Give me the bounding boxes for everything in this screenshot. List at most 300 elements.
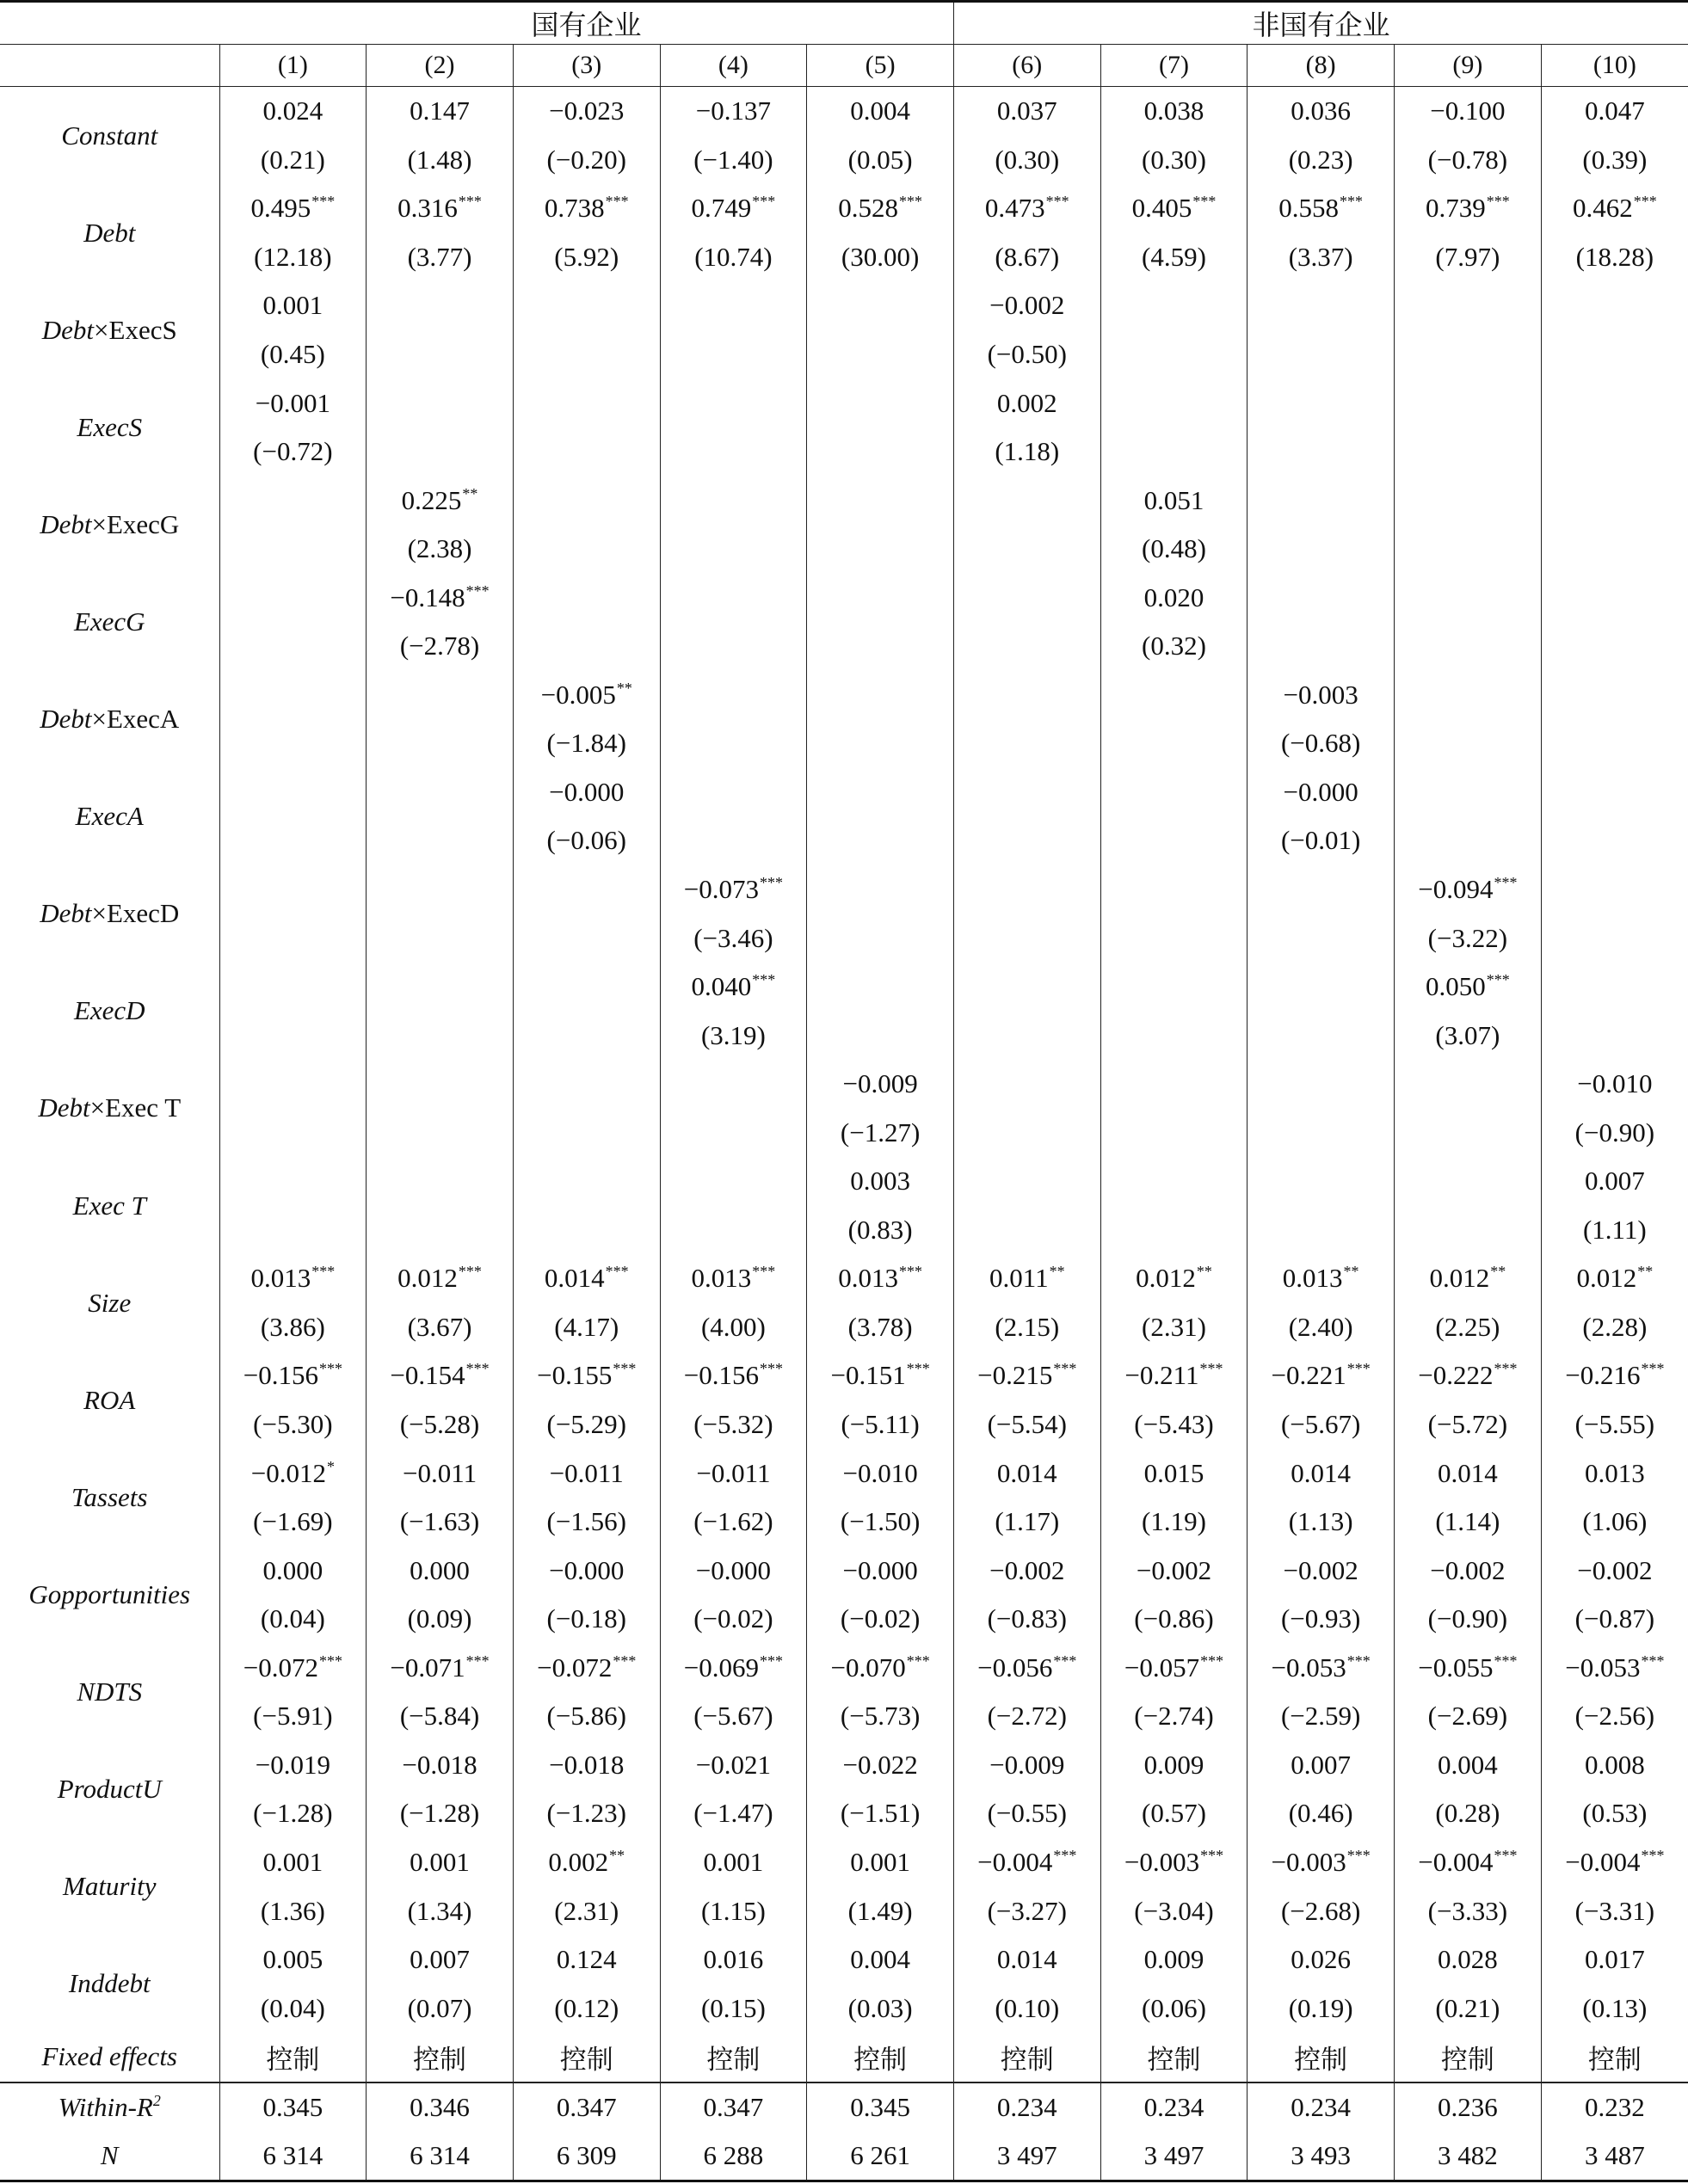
coefficient-cell (1100, 573, 1248, 622)
significance-stars: *** (318, 1360, 342, 1378)
coefficient-value: 0.004 (850, 1944, 910, 1975)
t-stat-cell (953, 525, 1100, 574)
coefficient-cell (1248, 1351, 1395, 1400)
t-stat-cell: (1.48) (367, 136, 514, 185)
coefficient-cell (1248, 1935, 1395, 1984)
t-stat-cell (1248, 428, 1395, 477)
t-stat-cell: (−1.23) (513, 1789, 660, 1838)
coefficient-cell (1248, 1741, 1395, 1790)
significance-stars: *** (1346, 1652, 1371, 1670)
t-stat-cell (219, 719, 367, 768)
variable-name: Size (88, 1287, 132, 1318)
t-stat-cell: (1.36) (219, 1886, 367, 1935)
t-stat-cell: (−5.43) (1100, 1400, 1248, 1449)
fixed-effects-cell: 控制 (219, 2033, 367, 2082)
fixed-effects-cell: 控制 (953, 2033, 1100, 2082)
t-stat-cell: (−2.68) (1248, 1886, 1395, 1935)
coefficient-value: −0.137 (695, 95, 772, 126)
t-stat-row (0, 1789, 1688, 1838)
fixed-effects-cell: 控制 (513, 2033, 660, 2082)
coefficient-value: −0.010 (842, 1457, 918, 1488)
coefficient-value: −0.003 (1271, 1846, 1346, 1877)
coefficient-value: −0.018 (549, 1749, 625, 1780)
t-stat-cell (513, 428, 660, 477)
t-stat-cell: (1.14) (1395, 1498, 1542, 1547)
t-stat-cell (1541, 428, 1688, 477)
coefficient-value: 0.013 (1584, 1457, 1645, 1488)
coefficient-value: 0.004 (850, 95, 910, 126)
t-stat-cell: (18.28) (1541, 233, 1688, 282)
significance-stars: *** (906, 1652, 930, 1670)
coefficient-cell (513, 1157, 660, 1206)
t-stat-cell (1395, 1108, 1542, 1157)
coefficient-value: −0.002 (1136, 1554, 1212, 1585)
coefficient-cell (367, 1644, 514, 1693)
coefficient-cell (219, 865, 367, 914)
observations-cell: 3 497 (1100, 2132, 1248, 2181)
significance-stars: *** (311, 193, 336, 211)
t-stat-cell: (−0.90) (1541, 1108, 1688, 1157)
coefficient-cell (1395, 963, 1542, 1012)
coefficient-value: −0.002 (1283, 1554, 1358, 1585)
coefficient-cell (660, 1449, 807, 1498)
significance-stars: *** (898, 193, 922, 211)
t-stat-cell (807, 914, 954, 963)
coefficient-value: 0.014 (996, 1457, 1057, 1488)
t-stat-cell (953, 622, 1100, 671)
t-stat-cell (1395, 525, 1542, 574)
significance-stars: *** (1340, 193, 1364, 211)
within-r2-cell: 0.232 (1541, 2082, 1688, 2132)
coefficient-cell (513, 1254, 660, 1303)
significance-stars: ** (1637, 1263, 1654, 1281)
t-stat-cell: (−0.02) (807, 1595, 954, 1644)
variable-name: ExecG (73, 606, 145, 637)
variable-name: Debt (40, 898, 92, 929)
coefficient-row (0, 768, 1688, 817)
t-stat-cell (219, 914, 367, 963)
significance-stars: *** (1346, 1846, 1371, 1864)
coefficient-value: 0.009 (1143, 1749, 1204, 1780)
t-stat-cell: (10.74) (660, 233, 807, 282)
coefficient-cell (807, 281, 954, 330)
coefficient-cell (807, 1935, 954, 1984)
coefficient-cell (1541, 1838, 1688, 1887)
coefficient-value: 0.007 (1291, 1749, 1352, 1780)
significance-stars: *** (760, 1652, 784, 1670)
t-stat-cell (513, 622, 660, 671)
t-stat-cell: (−5.28) (367, 1400, 514, 1449)
t-stat-cell: (0.30) (1100, 136, 1248, 185)
coefficient-row (0, 1741, 1688, 1790)
coefficient-cell (1100, 87, 1248, 136)
coefficient-value: 0.495 (250, 193, 311, 224)
coefficient-value: 0.001 (410, 1846, 470, 1877)
coefficient-cell (1541, 1351, 1688, 1400)
coefficient-cell (1100, 281, 1248, 330)
coefficient-cell (660, 768, 807, 817)
coefficient-cell (953, 1644, 1100, 1693)
t-stat-cell (807, 719, 954, 768)
t-stat-cell: (2.31) (513, 1886, 660, 1935)
variable-name: Tassets (71, 1481, 148, 1512)
coefficient-value: 0.008 (1584, 1749, 1645, 1780)
t-stat-cell: (2.25) (1395, 1303, 1542, 1352)
coefficient-row (0, 963, 1688, 1012)
t-stat-row (0, 1886, 1688, 1935)
coefficient-value: 0.047 (1584, 95, 1645, 126)
t-stat-cell: (7.97) (1395, 233, 1542, 282)
coefficient-cell (1395, 378, 1542, 428)
coefficient-cell (219, 1935, 367, 1984)
variable-name: Constant (61, 120, 158, 151)
observations-cell: 6 314 (219, 2132, 367, 2181)
t-stat-cell: (0.05) (807, 136, 954, 185)
t-stat-cell: (0.30) (953, 136, 1100, 185)
significance-stars: *** (1641, 1652, 1665, 1670)
coefficient-cell (367, 476, 514, 525)
group-header-soe: 国有企业 (219, 2, 953, 45)
observations-cell: 3 497 (953, 2132, 1100, 2181)
coefficient-value: 0.003 (850, 1166, 910, 1197)
significance-stars: ** (1343, 1263, 1359, 1281)
t-stat-cell (513, 1011, 660, 1060)
coefficient-value: 0.037 (996, 95, 1057, 126)
coefficient-value: −0.211 (1124, 1360, 1199, 1391)
coefficient-cell (660, 476, 807, 525)
t-stat-cell: (0.39) (1541, 136, 1688, 185)
coefficient-cell (219, 87, 367, 136)
coefficient-cell (1395, 1838, 1542, 1887)
coefficient-cell (513, 1644, 660, 1693)
coefficient-cell (513, 87, 660, 136)
coefficient-cell (367, 1157, 514, 1206)
t-stat-cell: (2.40) (1248, 1303, 1395, 1352)
coefficient-cell (953, 1351, 1100, 1400)
t-stat-cell (513, 330, 660, 379)
significance-stars: *** (1494, 1846, 1518, 1864)
t-stat-cell (1395, 816, 1542, 865)
t-stat-cell (1100, 1108, 1248, 1157)
column-number-header: (5) (807, 45, 954, 87)
coefficient-row (0, 476, 1688, 525)
t-stat-cell: (−1.62) (660, 1498, 807, 1547)
variable-name: Debt (40, 508, 92, 539)
t-stat-cell: (−2.69) (1395, 1692, 1542, 1741)
coefficient-cell (219, 1546, 367, 1595)
significance-stars: ** (609, 1846, 625, 1864)
coefficient-value: 0.050 (1425, 971, 1486, 1002)
t-stat-cell (513, 914, 660, 963)
t-stat-cell: (−0.02) (660, 1595, 807, 1644)
coefficient-value: −0.215 (977, 1360, 1053, 1391)
coefficient-value: 0.147 (410, 95, 470, 126)
coefficient-cell (1541, 1449, 1688, 1498)
row-label (0, 184, 219, 281)
coefficient-value: −0.002 (1577, 1554, 1653, 1585)
coefficient-cell (953, 865, 1100, 914)
t-stat-cell (367, 1206, 514, 1255)
t-stat-cell (1100, 428, 1248, 477)
coefficient-cell (1395, 1741, 1542, 1790)
t-stat-cell: (−0.06) (513, 816, 660, 865)
coefficient-cell (1541, 768, 1688, 817)
coefficient-cell (367, 1351, 514, 1400)
t-stat-cell: (−5.84) (367, 1692, 514, 1741)
within-r2-cell: 0.347 (660, 2082, 807, 2132)
coefficient-row (0, 1546, 1688, 1595)
t-stat-cell: (−1.84) (513, 719, 660, 768)
significance-stars: *** (1494, 1360, 1518, 1378)
t-stat-cell (1248, 1206, 1395, 1255)
variable-name: ExecS (77, 411, 143, 442)
coefficient-value: 0.124 (556, 1944, 617, 1975)
within-r2-cell: 0.234 (1100, 2082, 1248, 2132)
coefficient-cell (1100, 1644, 1248, 1693)
significance-stars: ** (1049, 1263, 1065, 1281)
column-number-header: (1) (219, 45, 367, 87)
coefficient-cell (1248, 476, 1395, 525)
coefficient-value: −0.070 (830, 1652, 906, 1683)
observations-cell: 6 261 (807, 2132, 954, 2181)
t-stat-row (0, 622, 1688, 671)
coefficient-cell (1541, 573, 1688, 622)
coefficient-cell (1541, 865, 1688, 914)
coefficient-value: 0.405 (1131, 193, 1192, 224)
coefficient-value: 0.473 (984, 193, 1045, 224)
coefficient-value: 0.002 (996, 387, 1057, 418)
significance-stars: *** (1486, 193, 1510, 211)
coefficient-cell (513, 378, 660, 428)
coefficient-cell (660, 281, 807, 330)
row-label (0, 1351, 219, 1449)
coefficient-value: −0.156 (683, 1360, 760, 1391)
t-stat-cell: (0.19) (1248, 1984, 1395, 2033)
coefficient-cell (807, 768, 954, 817)
coefficient-cell (1248, 87, 1395, 136)
row-label (0, 963, 219, 1060)
coefficient-value: −0.072 (243, 1652, 318, 1683)
coefficient-row (0, 1351, 1688, 1400)
significance-stars: *** (1346, 1360, 1371, 1378)
t-stat-cell (660, 719, 807, 768)
variable-name: Debt (38, 1092, 90, 1123)
t-stat-cell: (−0.01) (1248, 816, 1395, 865)
significance-stars: *** (1192, 193, 1217, 211)
coefficient-cell (660, 1741, 807, 1790)
coefficient-value: 0.014 (544, 1263, 605, 1294)
t-stat-cell: (2.28) (1541, 1303, 1688, 1352)
coefficient-value: −0.155 (537, 1360, 613, 1391)
coefficient-row (0, 1157, 1688, 1206)
t-stat-cell (1248, 525, 1395, 574)
coefficient-cell (660, 1351, 807, 1400)
significance-stars: *** (1200, 1652, 1224, 1670)
t-stat-cell: (2.15) (953, 1303, 1100, 1352)
corner-cell-2 (0, 45, 219, 87)
significance-stars: *** (1053, 1652, 1077, 1670)
significance-stars: ** (616, 679, 632, 697)
t-stat-cell (660, 525, 807, 574)
t-stat-cell: (0.04) (219, 1984, 367, 2033)
t-stat-cell: (0.45) (219, 330, 367, 379)
within-r2-label (0, 2082, 219, 2132)
coefficient-cell (1248, 1060, 1395, 1109)
coefficient-cell (367, 1838, 514, 1887)
t-stat-cell: (−1.69) (219, 1498, 367, 1547)
coefficient-value: −0.151 (830, 1360, 906, 1391)
group-header-non-soe: 非国有企业 (953, 2, 1688, 45)
coefficient-row (0, 378, 1688, 428)
coefficient-value: 0.013 (1282, 1263, 1343, 1294)
coefficient-row (0, 1449, 1688, 1498)
coefficient-cell (807, 1644, 954, 1693)
coefficient-cell (367, 1741, 514, 1790)
significance-stars: *** (760, 874, 784, 892)
coefficient-cell (219, 1060, 367, 1109)
coefficient-value: −0.053 (1565, 1652, 1641, 1683)
coefficient-value: −0.100 (1430, 95, 1506, 126)
t-stat-cell: (0.57) (1100, 1789, 1248, 1838)
t-stat-cell: (0.06) (1100, 1984, 1248, 2033)
t-stat-cell (1248, 914, 1395, 963)
t-stat-cell (219, 816, 367, 865)
coefficient-cell (807, 1157, 954, 1206)
coefficient-cell (1395, 1254, 1542, 1303)
t-stat-cell: (0.03) (807, 1984, 954, 2033)
t-stat-cell (660, 330, 807, 379)
significance-stars: * (326, 1457, 335, 1475)
coefficient-cell (513, 1741, 660, 1790)
significance-stars: *** (465, 581, 490, 600)
coefficient-value: 0.749 (691, 193, 752, 224)
significance-stars: *** (605, 1263, 629, 1281)
t-stat-cell (807, 330, 954, 379)
coefficient-cell (807, 573, 954, 622)
t-stat-cell: (−5.32) (660, 1400, 807, 1449)
coefficient-cell (807, 963, 954, 1012)
t-stat-cell: (−5.67) (660, 1692, 807, 1741)
t-stat-cell (807, 1011, 954, 1060)
coefficient-cell (513, 963, 660, 1012)
coefficient-cell (1248, 1644, 1395, 1693)
within-r2-cell: 0.234 (1248, 2082, 1395, 2132)
coefficient-cell (1100, 1157, 1248, 1206)
t-stat-cell: (−5.30) (219, 1400, 367, 1449)
corner-cell (0, 2, 219, 45)
row-label (0, 1644, 219, 1741)
coefficient-cell (513, 476, 660, 525)
coefficient-cell (367, 281, 514, 330)
coefficient-value: 0.051 (1143, 484, 1204, 515)
t-stat-row (0, 1498, 1688, 1547)
t-stat-cell: (4.00) (660, 1303, 807, 1352)
coefficient-cell (953, 1060, 1100, 1109)
interaction-term: ×ExecG (91, 508, 180, 539)
t-stat-cell (367, 816, 514, 865)
t-stat-cell: (3.78) (807, 1303, 954, 1352)
t-stat-cell: (−0.86) (1100, 1595, 1248, 1644)
coefficient-value: 0.020 (1143, 581, 1204, 612)
interaction-term: ×ExecD (91, 898, 180, 929)
t-stat-cell (953, 1108, 1100, 1157)
t-stat-cell (807, 525, 954, 574)
coefficient-cell (219, 1254, 367, 1303)
within-r2-cell: 0.345 (807, 2082, 954, 2132)
t-stat-cell: (−0.87) (1541, 1595, 1688, 1644)
coefficient-value: −0.001 (255, 387, 330, 418)
coefficient-cell (1248, 671, 1395, 720)
t-stat-cell: (−0.20) (513, 136, 660, 185)
coefficient-cell (367, 671, 514, 720)
significance-stars: *** (1494, 874, 1518, 892)
column-number-header: (8) (1248, 45, 1395, 87)
t-stat-cell: (−0.50) (953, 330, 1100, 379)
coefficient-cell (367, 1546, 514, 1595)
coefficient-value: −0.094 (1418, 874, 1494, 905)
coefficient-cell (1395, 1546, 1542, 1595)
significance-stars: *** (311, 1263, 336, 1281)
t-stat-cell: (−0.78) (1395, 136, 1542, 185)
coefficient-cell (1541, 1935, 1688, 1984)
t-stat-cell: (−5.91) (219, 1692, 367, 1741)
coefficient-cell (1248, 281, 1395, 330)
t-stat-cell: (0.07) (367, 1984, 514, 2033)
observations-cell: 3 482 (1395, 2132, 1542, 2181)
coefficient-cell (1395, 573, 1542, 622)
t-stat-cell: (−5.73) (807, 1692, 954, 1741)
coefficient-cell (1541, 1254, 1688, 1303)
t-stat-row (0, 816, 1688, 865)
coefficient-value: −0.011 (696, 1457, 771, 1488)
coefficient-cell (367, 1060, 514, 1109)
coefficient-value: 0.738 (544, 193, 605, 224)
coefficient-cell (953, 671, 1100, 720)
coefficient-value: 0.316 (397, 193, 458, 224)
significance-stars: *** (760, 1360, 784, 1378)
t-stat-cell (953, 816, 1100, 865)
coefficient-cell (513, 1546, 660, 1595)
coefficient-cell (660, 573, 807, 622)
significance-stars: *** (1045, 193, 1069, 211)
t-stat-cell (1395, 622, 1542, 671)
coefficient-value: −0.000 (842, 1554, 918, 1585)
coefficient-value: −0.003 (1124, 1846, 1200, 1877)
row-label (0, 476, 219, 573)
t-stat-cell: (0.21) (219, 136, 367, 185)
t-stat-row (0, 1108, 1688, 1157)
coefficient-cell (1100, 1546, 1248, 1595)
significance-stars: *** (613, 1360, 637, 1378)
coefficient-cell (1395, 281, 1542, 330)
coefficient-value: −0.011 (549, 1457, 624, 1488)
significance-stars: *** (1494, 1652, 1518, 1670)
coefficient-value: 0.013 (691, 1263, 752, 1294)
t-stat-cell (1395, 428, 1542, 477)
t-stat-cell: (0.83) (807, 1206, 954, 1255)
coefficient-cell (367, 184, 514, 233)
coefficient-cell (1100, 768, 1248, 817)
t-stat-cell (1395, 719, 1542, 768)
coefficient-cell (660, 963, 807, 1012)
coefficient-value: 0.007 (410, 1944, 470, 1975)
t-stat-cell: (−0.93) (1248, 1595, 1395, 1644)
row-label (0, 1157, 219, 1254)
t-stat-cell: (−2.74) (1100, 1692, 1248, 1741)
coefficient-value: −0.156 (243, 1360, 318, 1391)
t-stat-cell (953, 914, 1100, 963)
t-stat-cell: (−3.33) (1395, 1886, 1542, 1935)
